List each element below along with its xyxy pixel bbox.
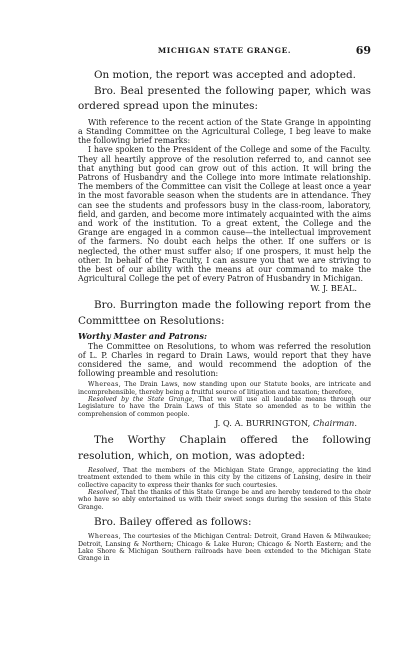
salutation: Worthy Master and Patrons: xyxy=(78,330,207,341)
para-bailey: Bro. Bailey offered as follows: xyxy=(94,515,252,528)
running-header xyxy=(78,44,371,58)
drain-resolved xyxy=(78,396,371,418)
para-chaplain: The Worthy Chaplain offered the following resolution, which, on motion, was adopted: xyxy=(78,433,371,462)
para-motion: On motion, the report was accepted and adopted. xyxy=(94,69,356,81)
burrington-signature xyxy=(78,418,371,429)
drain-whereas-lead: Whereas, xyxy=(88,381,122,389)
beal-paper-body: I have spoken to the President of the College and some of the Faculty. They all heartily approve of the resolution referred to, and cannot see that anything but good can grow out of this action. It will bring the Patrons of Husbandry and the College into more intimate relationship. The members of the Committee can visit the College at least once a year in the most favorable season when the students are in attendance. They can see the students and professors busy in the class-room, laboratory, field, and garden, and become more intimately acquainted with the aims and work of the institution. To a great extent, the College and the Grange are engaged in a common cause—the intellectual improvement of the farmers. No doubt each helps the other. If one suffers or is neglected, the other must suffer also; if one prospers, it must help the other. In behalf of the Faculty, I can assure you that we are striving to the best of our ability with the means at our command to make the Agricultural College the pet of every Patron of Husbandry in Michigan. xyxy=(78,145,371,284)
chaplain-resolved-1 xyxy=(78,467,371,489)
para-burrington-intro: Bro. Burrington made the following report from the Committtee on Resolutions: xyxy=(78,299,371,328)
chaplain-resolved-1-lead: Resolved, xyxy=(88,467,119,475)
drain-resolved-text: That we will use all laudable means through our Legislature to have the Drain Laws of this State so amended as to be within the comprehension of common people. xyxy=(78,396,371,418)
beal-signature: W. J. BEAL. xyxy=(310,283,357,294)
chaplain-resolved-2 xyxy=(78,489,371,511)
drain-whereas-text: The Drain Laws, now standing upon our Statute books, are intricate and incomprehensible, thereby being a fruitful source of litigation and taxation; therefore, xyxy=(78,381,371,396)
beal-paper-intro: With reference to the recent action of the State Grange in appointing a Standing Committee on the Agricultural College, I beg leave to make the following brief remarks: xyxy=(78,117,371,146)
running-title: MICHIGAN STATE GRANGE. xyxy=(157,46,292,55)
page-number: 69 xyxy=(355,44,371,57)
bailey-whereas-lead: Whereas, xyxy=(88,533,122,541)
chaplain-resolved-2-text: That the thanks of this State Grange be and are hereby tendered to the choir who have so ably entertained us with their sweet songs during the session of this State Grange. xyxy=(78,489,371,511)
drain-resolved-lead: Resolved by the State Grange, xyxy=(88,396,195,404)
page-body xyxy=(78,68,371,563)
burrington-name: J. Q. A. BURRINGTON, xyxy=(214,417,311,428)
drain-whereas xyxy=(78,381,371,396)
bailey-whereas xyxy=(78,533,371,562)
resolutions-report: The Committee on Resolutions, to whom was referred the resolution of L. P. Charles in regard to Drain Laws, would report that they have considered the same, and would recommend the adoption of the following preamble and resolution: xyxy=(78,341,371,379)
chaplain-resolved-1-text: That the members of the Michigan State Grange, appreciating the kind treatment extended to them while in this city by the citizens of Lansing, desire in their collective capacity to express their thanks for such courtesies. xyxy=(78,467,371,489)
chaplain-resolved-2-lead: Resolved, xyxy=(88,489,119,496)
para-beal-intro: Bro. Beal presented the following paper, which was ordered spread upon the minutes: xyxy=(78,84,371,113)
bailey-whereas-text: The courtesies of the Michigan Central: Detroit, Grand Haven & Milwaukee; Detroit, Lansing & Northern; Chicago & Lake Huron; Chicago & North Eastern; and the Lake Shore & Michigan Southern railroads have been extended to the Michigan State Grange in xyxy=(78,533,371,563)
burrington-role: Chairman. xyxy=(312,417,357,428)
